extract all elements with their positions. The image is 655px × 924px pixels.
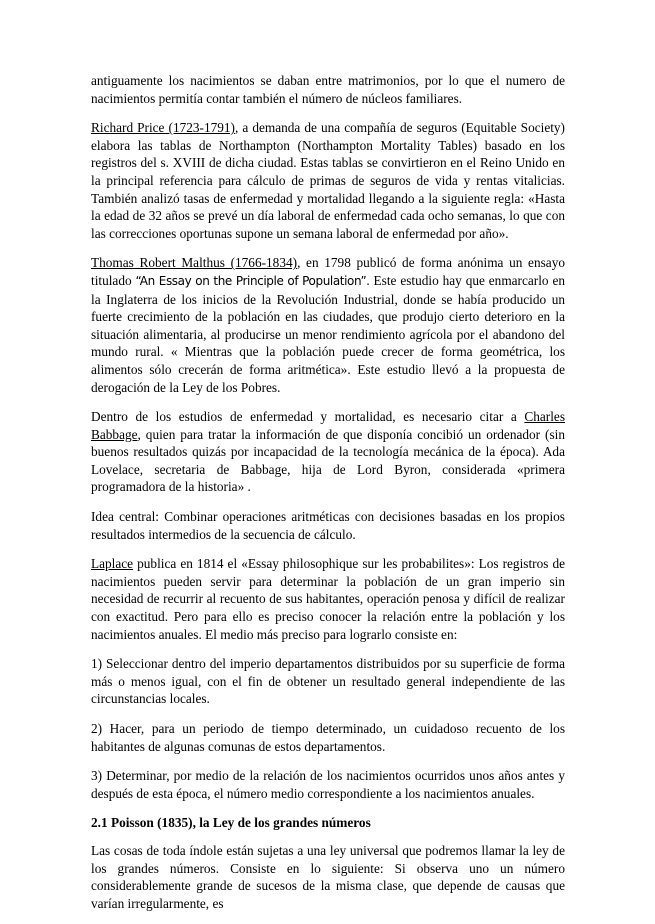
paragraph-births: antiguamente los nacimientos se daban entre matrimonios, por lo que el numero de nacimientos permitía contar también el número de núcleos familiares.	[91, 73, 565, 106]
malthus-text-2: . Este estudio hay que enmarcarlo en la Inglaterra de los inicios de la Revolución Industrial, donde se había producido un fuerte crecimiento de la población en las ciudades, que produjo cierto deterioro en la situación alimentaria, al producirse un menor rendimiento agrícola por el abandono del mundo rural. « Mientras que la población puede crecer de forma geométrica, los alimentos sólo crecerán de forma aritmética». Este estudio llevó a la propuesta de derogación de la Ley de los Pobres.	[91, 272, 565, 395]
section-heading: 2.1 Poisson (1835), la Ley de los grandes números	[91, 815, 371, 831]
step-1: 1) Seleccionar dentro del imperio departamentos distribuidos por su superficie de forma más o menos igual, con el fin de obtener un resultado general independiente de las circunstancias locales.	[91, 656, 565, 707]
malthus-text-1: , en 1798 publicó de forma anónima un ensayo titulado	[91, 255, 565, 288]
price-text: , a demanda de una compañía de seguros (Equitable Society) elabora las tablas de Northampton (Northampton Mortality Tables) basado en los registros del s. XVIII de dicha ciudad. Estas tablas se convirtieron en el Reino Unido en la principal referencia para cálculo de primas de seguros de vida y rentas vitalicias. También analizó tasas de enfermedad y mortalidad llegando a la siguiente regla: «Hasta la edad de 32 años se prevé un día laboral de enfermedad cada ocho semanas, lo que con las correcciones oportunas supone un semana laboral de enfermedad por año».	[91, 120, 565, 241]
step-2: 2) Hacer, para un periodo de tiempo determinado, un cuidadoso recuento de los habitantes de algunas comunas de estos departamentos.	[91, 721, 565, 754]
link-laplace[interactable]: Laplace	[91, 556, 134, 572]
paragraph-idea: Idea central: Combinar operaciones aritméticas con decisiones basadas en los propios resultados intermedios de la secuencia de cálculo.	[91, 509, 565, 542]
paragraph-price	[91, 119, 565, 242]
link-charles-babbage[interactable]: Charles Babbage	[91, 409, 565, 442]
babbage-text-1: Dentro de los estudios de enfermedad y mortalidad, es necesario citar a	[91, 409, 525, 425]
paragraph-babbage	[91, 408, 565, 496]
babbage-text-2: , quien para tratar la información de que disponía concibió un ordenador (sin buenos resultados quizás por incapacidad de la tecnología mecánica de la época). Ada Lovelace, secretaria de Babbage, hija de Lord Byron, considerada «primera programadora de la historia» .	[91, 426, 565, 495]
link-thomas-malthus[interactable]: Thomas Robert Malthus (1766-1834)	[91, 255, 298, 271]
step-3: 3) Determinar, por medio de la relación de los nacimientos ocurridos unos años antes y después de esta época, el número medio correspondiente a los nacimientos anuales.	[91, 768, 565, 801]
paragraph-laplace	[91, 555, 565, 643]
document-page	[91, 72, 565, 924]
link-richard-price[interactable]: Richard Price (1723-1791)	[91, 120, 235, 136]
laplace-text: publica en 1814 el «Essay philosophique sur les probabilites»: Los registros de nacimientos pueden servir para determinar la población de un gran imperio sin necesidad de recurrir al recuento de sus habitantes, operación penosa y difícil de realizar con exactitud. Pero para ello es preciso conocer la relación entre la población y los nacimientos anuales. El medio más preciso para lograrlo consiste en:	[91, 556, 565, 642]
paragraph-poisson: Las cosas de toda índole están sujetas a una ley universal que podremos llamar la ley de los grandes números. Consiste en lo siguiente: Si observa uno un número considerablemente grande de sucesos de la misma clase, que depende de causas que varían irregularmente, es	[91, 842, 565, 911]
paragraph-malthus	[91, 254, 565, 396]
essay-title: “An Essay on the Principle of Population”	[135, 273, 367, 288]
